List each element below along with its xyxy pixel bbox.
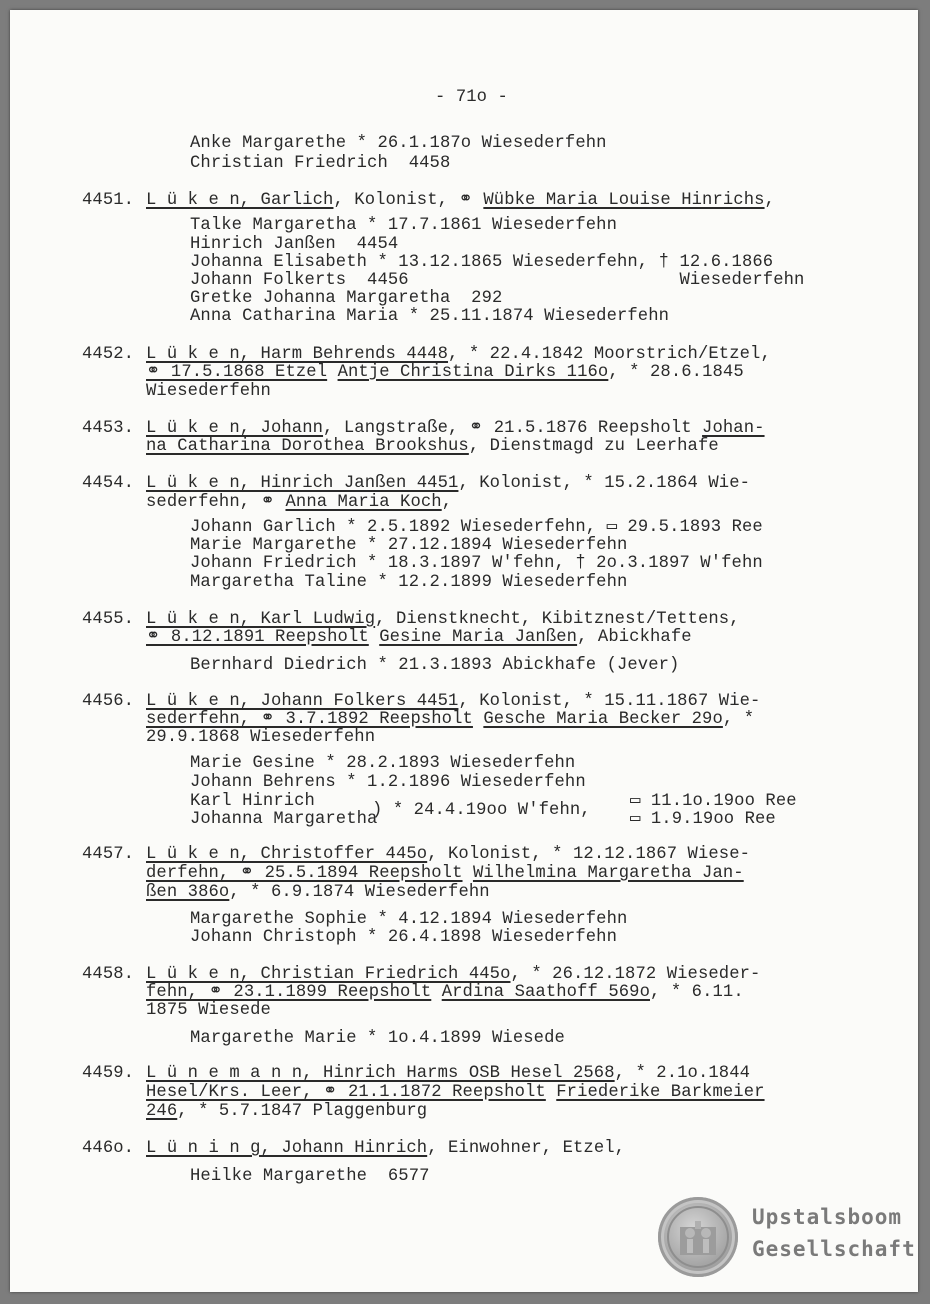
text-line: ▭ 11.1o.19oo Ree [630,792,797,811]
text-line: Marie Margarethe * 27.12.1894 Wiesederfehn [190,536,628,555]
text-line: L ü k e n, Johann Folkers 4451, Kolonist, * 15.11.1867 Wie- [146,692,761,711]
text-line: Bernhard Diedrich * 21.3.1893 Abickhafe (Jever) [190,656,680,675]
entry-number: 4454. [82,474,135,493]
text-line: Johann Friedrich * 18.3.1897 W'fehn, † 2o.3.1897 W'fehn [190,554,763,573]
text-line: Talke Margaretha * 17.7.1861 Wiesederfehn [190,216,617,235]
text-line: Johann Garlich * 2.5.1892 Wiesederfehn, ▭ 29.5.1893 Ree [190,518,763,537]
text-line: ⚭ 8.12.1891 Reepsholt Gesine Maria Janßen, Abickhafe [146,628,692,647]
text-line: Marie Gesine * 28.2.1893 Wiesederfehn [190,754,576,773]
text-line: Christian Friedrich 4458 [190,154,451,173]
entry-number: 4451. [82,191,135,210]
seal-icon [658,1197,738,1277]
text-line: Heilke Margarethe 6577 [190,1167,430,1186]
logo-text-line1: Upstalsboom [752,1205,903,1229]
text-line: sederfehn, ⚭ 3.7.1892 Reepsholt Gesche Maria Becker 29o, * [146,710,755,729]
text-line: ) * 24.4.19oo W'fehn, [372,801,591,820]
text-line: L ü k e n, Hinrich Janßen 4451, Kolonist, * 15.2.1864 Wie- [146,474,751,493]
text-line: Hesel/Krs. Leer, ⚭ 21.1.1872 Reepsholt Friederike Barkmeier [146,1083,765,1102]
text-line: Johann Behrens * 1.2.1896 Wiesederfehn [190,773,586,792]
text-line: Johanna Elisabeth * 13.12.1865 Wiesederfehn, † 12.6.1866 [190,253,774,272]
text-line: L ü k e n, Christoffer 445o, Kolonist, * 12.12.1867 Wiese- [146,845,751,864]
document-page [10,10,918,1292]
entry-number: 4453. [82,419,135,438]
text-line: Margarethe Sophie * 4.12.1894 Wiesederfehn [190,910,628,929]
text-line: 246, * 5.7.1847 Plaggenburg [146,1102,428,1121]
text-line: Margarethe Marie * 1o.4.1899 Wiesede [190,1029,565,1048]
text-line: Wiesederfehn [146,382,271,401]
text-line: L ü n e m a n n, Hinrich Harms OSB Hesel 2568, * 2.1o.1844 [146,1064,751,1083]
entry-number: 4458. [82,965,135,984]
text-line: L ü k e n, Harm Behrends 4448, * 22.4.1842 Moorstrich/Etzel, [146,345,771,364]
text-line: fehn, ⚭ 23.1.1899 Reepsholt Ardina Saathoff 569o, * 6.11. [146,983,744,1002]
text-line: Johanna Margaretha [190,810,378,829]
text-line: 29.9.1868 Wiesederfehn [146,728,376,747]
text-line: sederfehn, ⚭ Anna Maria Koch, [146,493,453,512]
text-line: Johann Folkerts 4456 Wiesederfehn [190,271,805,290]
text-line: 1875 Wiesede [146,1001,271,1020]
text-line: na Catharina Dorothea Brookshus, Dienstmagd zu Leerhafe [146,437,719,456]
text-line: Karl Hinrich [190,792,315,811]
text-line: L ü k e n, Garlich, Kolonist, ⚭ Wübke Maria Louise Hinrichs, [146,191,775,210]
text-line: L ü k e n, Christian Friedrich 445o, * 26.12.1872 Wieseder- [146,965,761,984]
entry-number: 4456. [82,692,135,711]
text-line: L ü k e n, Johann, Langstraße, ⚭ 21.5.1876 Reepsholt Johan- [146,419,765,438]
logo-text-line2: Gesellschaft [752,1237,916,1261]
text-line: Johann Christoph * 26.4.1898 Wiesederfehn [190,928,617,947]
text-line: Margaretha Taline * 12.2.1899 Wiesederfehn [190,573,628,592]
text-line: ▭ 1.9.19oo Ree [630,810,776,829]
text-line: Gretke Johanna Margaretha 292 [190,289,503,308]
text-line: ⚭ 17.5.1868 Etzel Antje Christina Dirks 116o, * 28.6.1845 [146,363,744,382]
text-line: Hinrich Janßen 4454 [190,235,399,254]
text-line: L ü n i n g, Johann Hinrich, Einwohner, Etzel, [146,1139,626,1158]
entry-number: 4459. [82,1064,135,1083]
entry-number: 4452. [82,345,135,364]
text-line: derfehn, ⚭ 25.5.1894 Reepsholt Wilhelmina Margaretha Jan- [146,864,744,883]
entry-number: 4457. [82,845,135,864]
text-line: ßen 386o, * 6.9.1874 Wiesederfehn [146,883,490,902]
text-line: Anke Margarethe * 26.1.187o Wiesederfehn [190,134,607,153]
page-number: - 71o - [435,88,508,107]
publisher-logo [658,1193,916,1283]
text-line: Anna Catharina Maria * 25.11.1874 Wiesederfehn [190,307,670,326]
text-line: L ü k e n, Karl Ludwig, Dienstknecht, Kibitznest/Tettens, [146,610,740,629]
entry-number: 446o. [82,1139,135,1158]
entry-number: 4455. [82,610,135,629]
